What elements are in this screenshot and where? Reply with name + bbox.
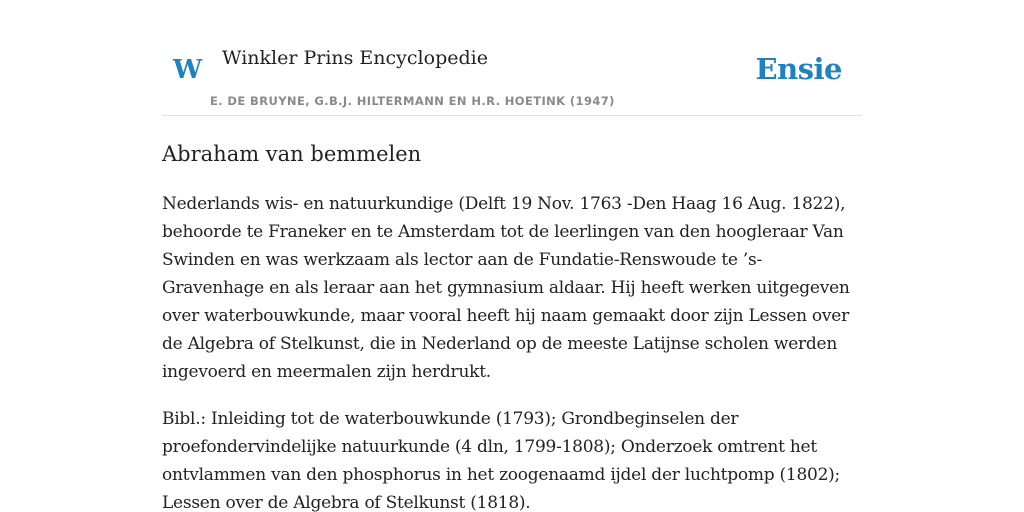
ensie-logo[interactable]: Ensie (755, 52, 842, 86)
encyclopedia-header (162, 40, 862, 116)
publication-title[interactable]: Winkler Prins Encyclopedie (222, 47, 488, 69)
article-title: Abraham van bemmelen (162, 142, 422, 166)
article-paragraph-bibliography: Bibl.: Inleiding tot de waterbouwkunde (1793); Grondbeginselen der proefondervindelijke natuurkunde (4 dln, 1799-1808); Onderzoek omtrent het ontvlammen van den phosphorus in het zoogenaamd ijdel der luchtpomp (1802); Lessen over de Algebra of Stelkunst (1818). (162, 409, 841, 512)
publication-authors: E. DE BRUYNE, G.B.J. HILTERMANN EN H.R. HOETINK (1947) (210, 94, 615, 108)
article-paragraph-biography: Nederlands wis- en natuurkundige (Delft 19 Nov. 1763 -Den Haag 16 Aug. 1822), behoorde te Franeker en te Amsterdam tot de leerlingen van den hoogleraar Van Swinden en was werkzaam als lector aan de Fundatie-Renswoude te ’s-Gravenhage en als leraar aan het gymnasium aldaar. Hij heeft werken uitgegeven over waterbouwkunde, maar vooral heeft hij naam gemaakt door zijn Lessen over de Algebra of Stelkunst, die in Nederland op de meeste Latijnse scholen werden ingevoerd en meermalen zijn herdrukt. (162, 194, 850, 382)
winkler-prins-logo[interactable]: W (173, 55, 203, 85)
article-body (162, 138, 862, 512)
